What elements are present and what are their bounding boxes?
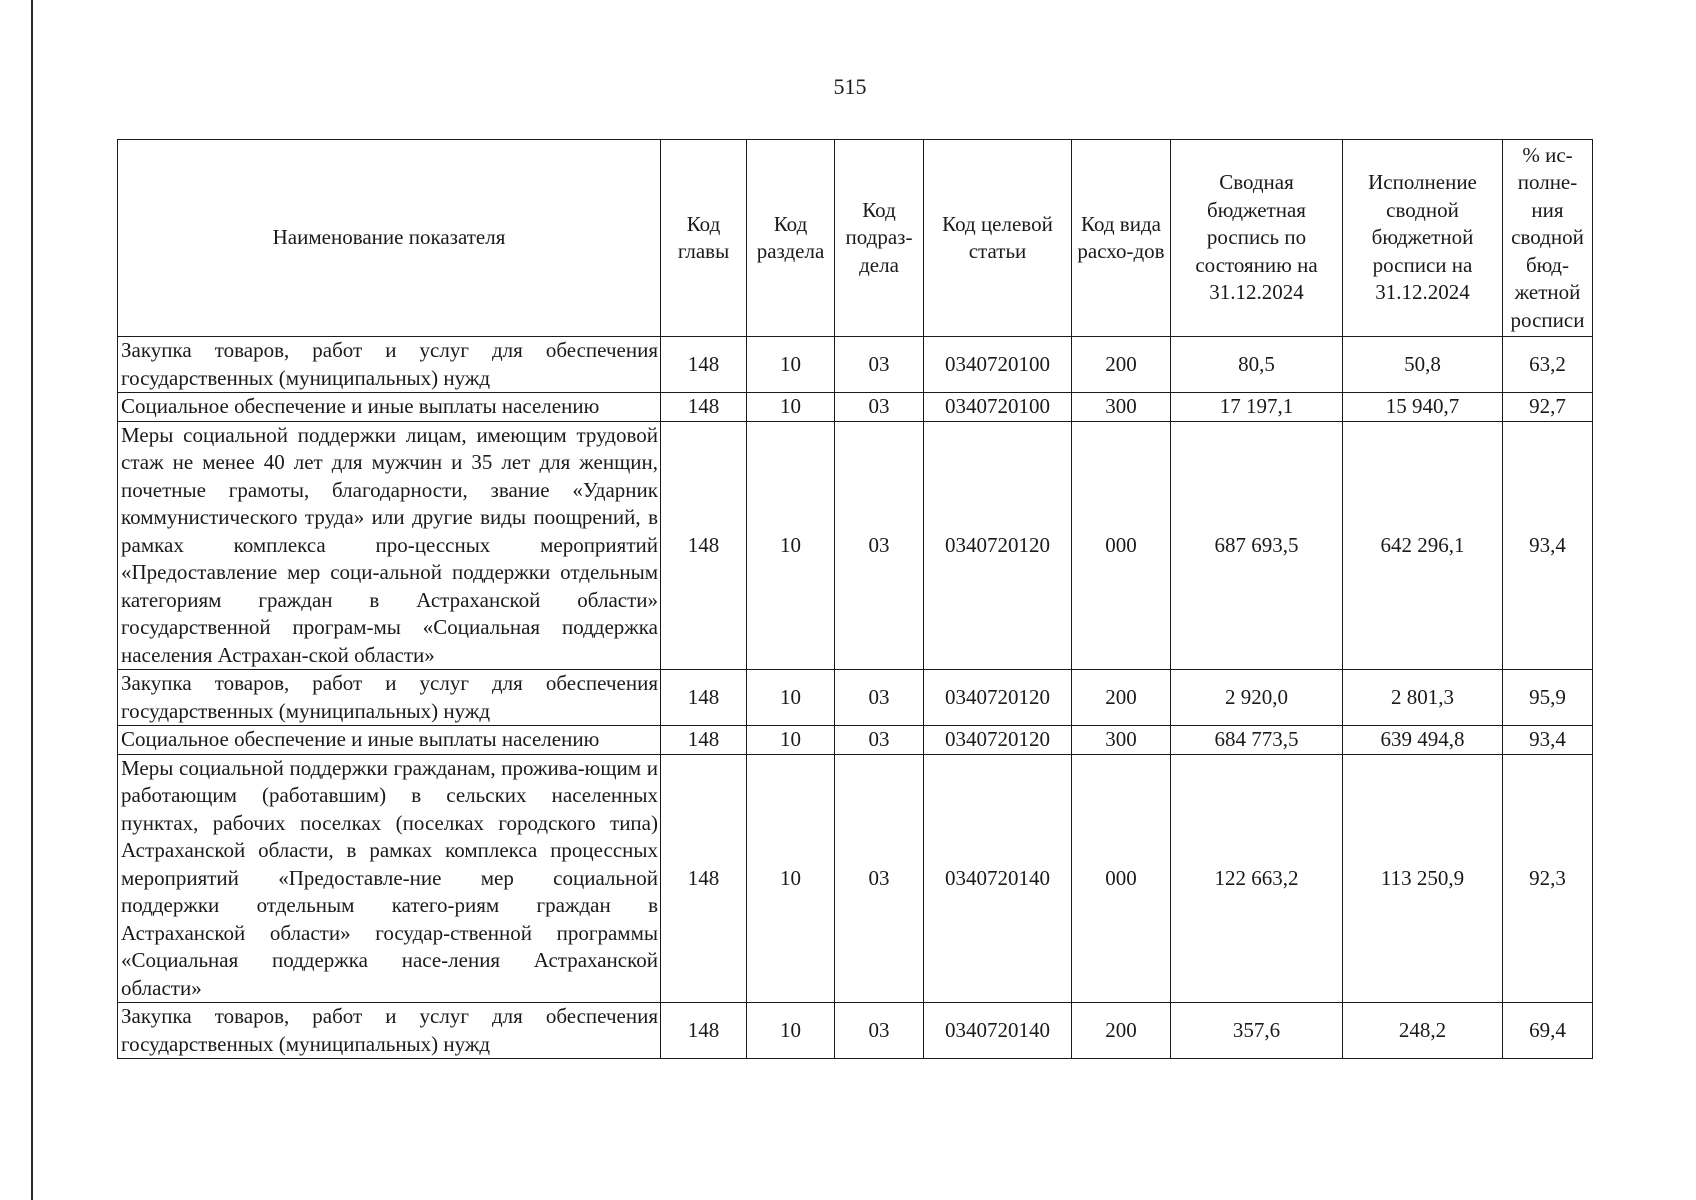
cell-section: 10 [747,754,835,1003]
cell-name: Закупка товаров, работ и услуг для обеспечения государственных (муниципальных) нужд [118,1003,661,1059]
budget-execution-table [117,139,1593,1059]
cell-section: 10 [747,421,835,670]
cell-section: 10 [747,393,835,422]
scan-edge-line [31,0,33,1200]
cell-execution: 2 801,3 [1343,670,1503,726]
cell-name: Закупка товаров, работ и услуг для обеспечения государственных (муниципальных) нужд [118,670,661,726]
cell-name: Закупка товаров, работ и услуг для обеспечения государственных (муниципальных) нужд [118,337,661,393]
cell-percent: 92,7 [1503,393,1593,422]
cell-execution: 248,2 [1343,1003,1503,1059]
table-header-row [118,140,1593,337]
cell-execution: 642 296,1 [1343,421,1503,670]
cell-expense-type: 200 [1072,1003,1171,1059]
header-chapter-code: Код главы [661,140,747,337]
cell-target-article: 0340720120 [924,670,1072,726]
table-row [118,393,1593,422]
cell-budget: 2 920,0 [1171,670,1343,726]
cell-subsection: 03 [835,670,924,726]
header-budget-schedule: Сводная бюджетная роспись по состоянию на 31.12.2024 [1171,140,1343,337]
cell-budget: 684 773,5 [1171,726,1343,755]
cell-expense-type: 200 [1072,670,1171,726]
header-execution-percent: % ис-полне-ния сводной бюд-жетной росписи [1503,140,1593,337]
cell-name: Социальное обеспечение и иные выплаты населению [118,726,661,755]
cell-execution: 639 494,8 [1343,726,1503,755]
header-subsection-code: Код подраз-дела [835,140,924,337]
cell-subsection: 03 [835,754,924,1003]
cell-section: 10 [747,726,835,755]
table-row [118,726,1593,755]
cell-budget: 17 197,1 [1171,393,1343,422]
cell-expense-type: 200 [1072,337,1171,393]
cell-execution: 113 250,9 [1343,754,1503,1003]
cell-percent: 93,4 [1503,421,1593,670]
cell-percent: 63,2 [1503,337,1593,393]
cell-name: Социальное обеспечение и иные выплаты населению [118,393,661,422]
cell-budget: 80,5 [1171,337,1343,393]
cell-percent: 92,3 [1503,754,1593,1003]
cell-expense-type: 000 [1072,421,1171,670]
page-number: 515 [833,74,867,99]
cell-subsection: 03 [835,726,924,755]
cell-percent: 95,9 [1503,670,1593,726]
cell-expense-type: 000 [1072,754,1171,1003]
cell-subsection: 03 [835,337,924,393]
header-expense-type-code: Код вида расхо-дов [1072,140,1171,337]
cell-target-article: 0340720140 [924,1003,1072,1059]
cell-target-article: 0340720140 [924,754,1072,1003]
cell-execution: 50,8 [1343,337,1503,393]
cell-chapter: 148 [661,393,747,422]
table-row [118,754,1593,1003]
cell-percent: 93,4 [1503,726,1593,755]
cell-execution: 15 940,7 [1343,393,1503,422]
cell-expense-type: 300 [1072,726,1171,755]
cell-chapter: 148 [661,1003,747,1059]
cell-chapter: 148 [661,670,747,726]
cell-percent: 69,4 [1503,1003,1593,1059]
cell-budget: 122 663,2 [1171,754,1343,1003]
cell-target-article: 0340720120 [924,421,1072,670]
cell-name: Меры социальной поддержки гражданам, прожива-ющим и работающим (работавшим) в сельских населенных пунктах, рабочих поселках (поселках городского типа) Астраханской области, в рамках комплекса процессных мероприятий «Предоставле-ние мер социальной поддержки отдельным катего-риям граждан в Астраханской области» государ-ственной программы «Социальная поддержка насе-ления Астраханской области» [118,754,661,1003]
table-row [118,1003,1593,1059]
cell-target-article: 0340720120 [924,726,1072,755]
header-execution: Исполнение сводной бюджетной росписи на 31.12.2024 [1343,140,1503,337]
cell-subsection: 03 [835,421,924,670]
table-row [118,337,1593,393]
cell-subsection: 03 [835,1003,924,1059]
cell-chapter: 148 [661,726,747,755]
cell-subsection: 03 [835,393,924,422]
table-row [118,421,1593,670]
header-target-article-code: Код целевой статьи [924,140,1072,337]
cell-target-article: 0340720100 [924,337,1072,393]
cell-chapter: 148 [661,754,747,1003]
table-row [118,670,1593,726]
cell-budget: 357,6 [1171,1003,1343,1059]
cell-section: 10 [747,670,835,726]
header-name: Наименование показателя [118,140,661,337]
cell-chapter: 148 [661,337,747,393]
cell-section: 10 [747,1003,835,1059]
cell-chapter: 148 [661,421,747,670]
cell-section: 10 [747,337,835,393]
cell-expense-type: 300 [1072,393,1171,422]
cell-target-article: 0340720100 [924,393,1072,422]
cell-budget: 687 693,5 [1171,421,1343,670]
cell-name: Меры социальной поддержки лицам, имеющим трудовой стаж не менее 40 лет для мужчин и 35 лет для женщин, почетные грамоты, благодарности, звание «Ударник коммунистического труда» или другие виды поощрений, в рамках комплекса про-цессных мероприятий «Предоставление мер соци-альной поддержки отдельным категориям граждан в Астраханской области» государственной програм-мы «Социальная поддержка населения Астрахан-ской области» [118,421,661,670]
header-section-code: Код раздела [747,140,835,337]
